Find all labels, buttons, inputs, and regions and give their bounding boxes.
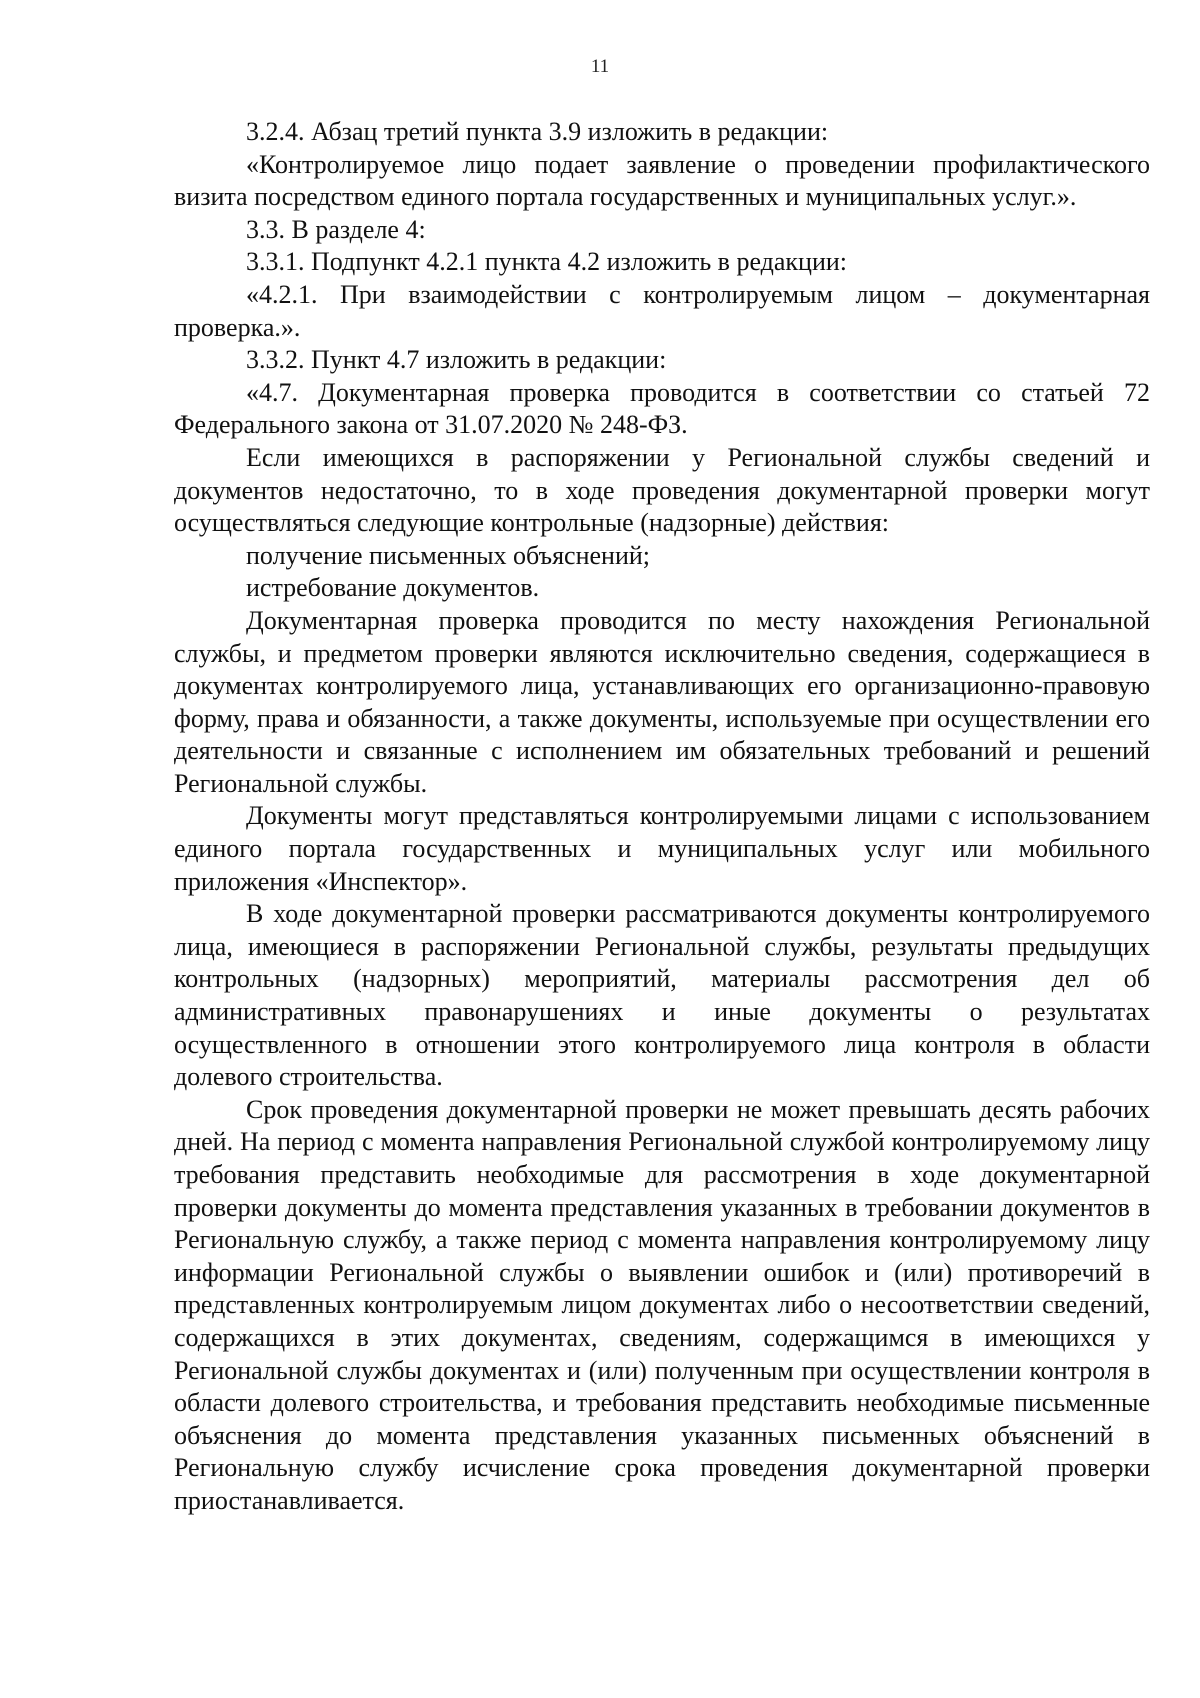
paragraph-quote-4-7: «4.7. Документарная проверка проводится в соответствии со статьей 72 Федерального закона от 31.07.2020 № 248-ФЗ. [174,377,1150,440]
list-item-documents: истребование документов. [246,573,540,603]
page-number: 11 [590,56,610,77]
paragraph-quote-3-9: «Контролируемое лицо подает заявление о проведении профилактического визита посредством единого портала государственных и муниципальных услуг.». [174,149,1150,212]
paragraph-quote-4-2-1: «4.2.1. При взаимодействии с контролируемым лицом – документарная проверка.». [174,279,1150,342]
document-body [174,116,1150,1518]
paragraph-documents-submission: Документы могут представляться контролируемыми лицами с использованием единого портала государственных и муниципальных услуг или мобильного приложения «Инспектор». [174,801,1150,896]
paragraph-inspection-term: Срок проведения документарной проверки не может превышать десять рабочих дней. На период с момента направления Региональной службой контролируемому лицу требования представить необходимые для рассмотрения в ходе документарной проверки документы до момента представления указанных в требовании документов в Региональную службу, а также период с момента направления контролируемому лицу информации Региональной службы о выявлении ошибок и (или) противоречий в представленных контролируемым лицом документах либо о несоответствии сведений, содержащихся в этих документах, сведениям, содержащимся в имеющихся у Региональной службы документах и (или) полученным при осуществлении контроля в области долевого строительства, и требования представить необходимые письменные объяснения до момента представления указанных письменных объяснений в Региональную службу исчисление срока проведения документарной проверки приостанавливается. [174,1094,1150,1515]
paragraph-insufficient-info: Если имеющихся в распоряжении у Региональной службы сведений и документов недостаточно, то в ходе проведения документарной проверки могут осуществляться следующие контрольные (надзорные) действия: [174,442,1150,538]
paragraph-3-3-2: 3.3.2. Пункт 4.7 изложить в редакции: [246,345,667,375]
paragraph-3-3: 3.3. В разделе 4: [246,214,426,244]
paragraph-3-3-1: 3.3.1. Подпункт 4.2.1 пункта 4.2 изложить в редакции: [246,247,848,277]
paragraph-documents-reviewed: В ходе документарной проверки рассматриваются документы контролируемого лица, имеющиеся в распоряжении Региональной службы, результаты предыдущих контрольных (надзорных) мероприятий, материалы рассмотрения дел об административных правонарушениях и иные документы о результатах осуществленного в отношении этого контролируемого лица контроля в области долевого строительства. [174,899,1150,1092]
list-item-explanations: получение письменных объяснений; [246,540,650,570]
paragraph-3-2-4: 3.2.4. Абзац третий пункта 3.9 изложить в редакции: [246,117,829,146]
paragraph-inspection-location: Документарная проверка проводится по месту нахождения Региональной службы, и предметом проверки являются исключительно сведения, содержащиеся в документах контролируемого лица, устанавливающих его организационно-правовую форму, права и обязанности, а также документы, используемые при осуществлении его деятельности и связанные с исполнением им обязательных требований и решений Региональной службы. [174,605,1150,798]
